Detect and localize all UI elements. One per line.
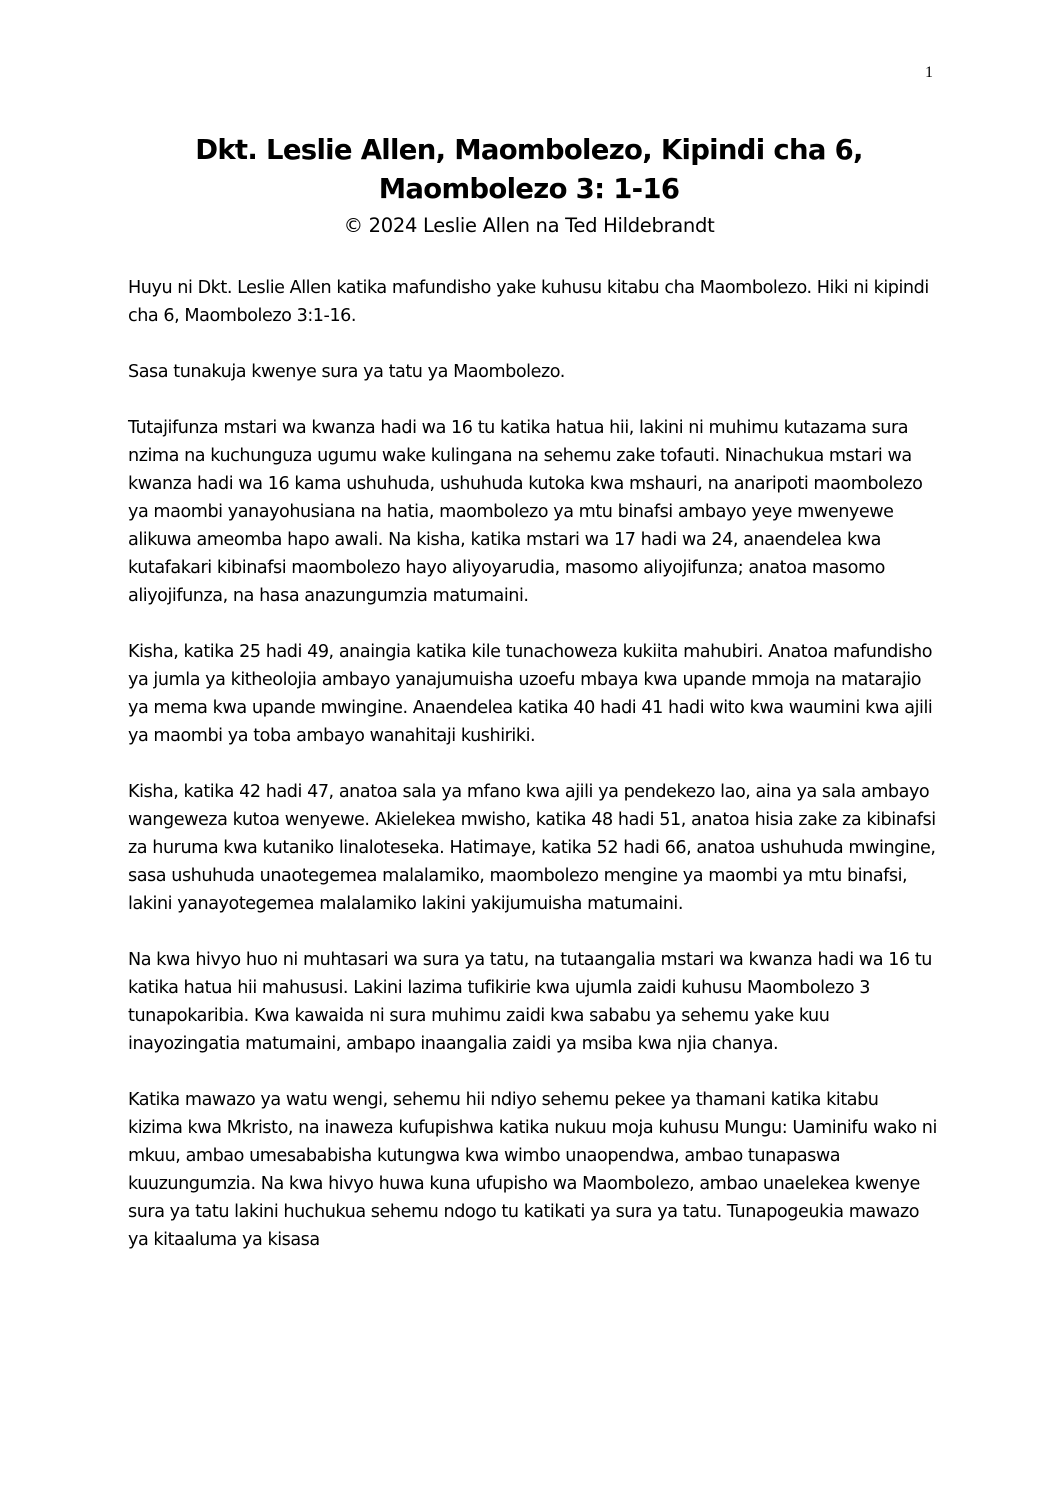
copyright-line: © 2024 Leslie Allen na Ted Hildebrandt — [343, 214, 715, 237]
document-title-line1: Dkt. Leslie Allen, Maombolezo, Kipindi cha 6, — [195, 134, 863, 166]
document-body — [128, 274, 938, 1282]
title-block — [0, 131, 1058, 240]
paragraph-7: Katika mawazo ya watu wengi, sehemu hii ndiyo sehemu pekee ya thamani katika kitabu kizima kwa Mkristo, na inaweza kufupishwa katika nukuu moja kuhusu Mungu: Uaminifu wako ni mkuu, ambao umesababisha kutungwa kwa wimbo unaopendwa, ambao tunapaswa kuuzungumzia. Na kwa hivyo huwa kuna ufupisho wa Maombolezo, ambao unaelekea kwenye sura ya tatu lakini huchukua sehemu ndogo tu katikati ya sura ya tatu. Tunapogeukia mawazo ya kitaaluma ya kisasa — [128, 1090, 937, 1250]
paragraph-4: Kisha, katika 25 hadi 49, anaingia katika kile tunachoweza kukiita mahubiri. Anatoa mafundisho ya jumla ya kitheolojia ambayo yanajumuisha uzoefu mbaya kwa upande mmoja na matarajio ya mema kwa upande mwingine. Anaendelea katika 40 hadi 41 hadi wito kwa waumini kwa ajili ya maombi ya toba ambayo wanahitaji kushiriki. — [128, 642, 933, 746]
paragraph-1: Huyu ni Dkt. Leslie Allen katika mafundisho yake kuhusu kitabu cha Maombolezo. Hiki ni kipindi cha 6, Maombolezo 3:1-16. — [128, 278, 929, 326]
document-title-line2: Maombolezo 3: 1-16 — [378, 173, 680, 205]
paragraph-6: Na kwa hivyo huo ni muhtasari wa sura ya tatu, na tutaangalia mstari wa kwanza hadi wa 16 tu katika hatua hii mahususi. Lakini lazima tufikirie kwa ujumla zaidi kuhusu Maombolezo 3 tunapokaribia. Kwa kawaida ni sura muhimu zaidi kwa sababu ya sehemu yake kuu inayozingatia matumaini, ambapo inaangalia zaidi ya msiba kwa njia chanya. — [128, 950, 933, 1054]
page-number: 1 — [925, 64, 933, 81]
paragraph-5: Kisha, katika 42 hadi 47, anatoa sala ya mfano kwa ajili ya pendekezo lao, aina ya sala ambayo wangeweza kutoa wenyewe. Akielekea mwisho, katika 48 hadi 51, anatoa hisia zake za kibinafsi za huruma kwa kutaniko linaloteseka. Hatimaye, katika 52 hadi 66, anatoa ushuhuda mwingine, sasa ushuhuda unaotegemea malalamiko, maombolezo mengine ya maombi ya mtu binafsi, lakini yanayotegemea malalamiko lakini yakijumuisha matumaini. — [128, 782, 936, 914]
paragraph-2: Sasa tunakuja kwenye sura ya tatu ya Maombolezo. — [128, 362, 565, 382]
paragraph-3: Tutajifunza mstari wa kwanza hadi wa 16 tu katika hatua hii, lakini ni muhimu kutazama sura nzima na kuchunguza ugumu wake kulingana na sehemu zake tofauti. Ninachukua mstari wa kwanza hadi wa 16 kama ushuhuda, ushuhuda kutoka kwa mshauri, na anaripoti maombolezo ya maombi yanayohusiana na hatia, maombolezo ya mtu binafsi ambayo yeye mwenyewe alikuwa ameomba hapo awali. Na kisha, katika mstari wa 17 hadi wa 24, anaendelea kwa kutafakari kibinafsi maombolezo hayo aliyoyarudia, masomo aliyojifunza; anatoa masomo aliyojifunza, na hasa anazungumzia matumaini. — [128, 418, 923, 606]
